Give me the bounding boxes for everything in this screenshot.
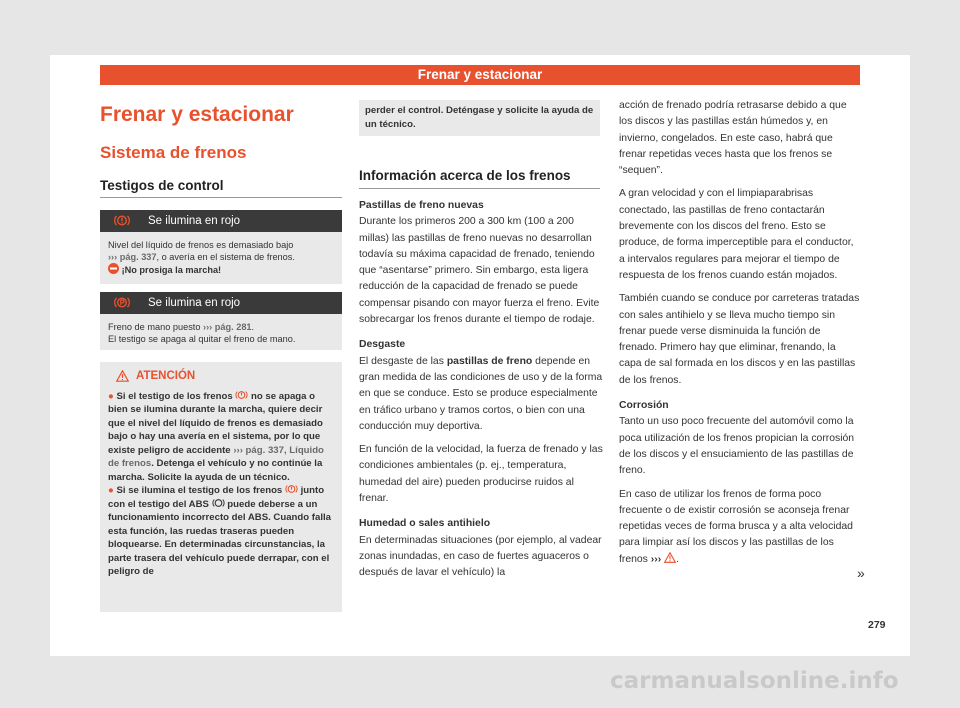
stop-icon [108, 263, 119, 274]
warning-title-text: ATENCIÓN [136, 370, 196, 382]
section-heading: Testigos de control [100, 178, 224, 193]
page-reference-link[interactable]: ››› pág. 337, Líquido de frenos [108, 444, 324, 469]
box-text: , o avería en el sistema de frenos. [156, 252, 295, 262]
paragraph-text: En caso de utilizar los frenos de forma poco frecuente o de existir corrosión se aconseja frenar repetidas veces de forma brusca y a alta velocidad para limpiar así los discos y las pastillas de los frenos [619, 488, 853, 565]
paragraph [359, 354, 603, 435]
subheading: Pastillas de freno nuevas [359, 200, 484, 211]
page-number: 279 [868, 619, 886, 631]
continue-icon: » [857, 565, 865, 581]
paragraph: En determinadas situaciones (por ejemplo, al vadear zonas inundadas, en caso de fuertes aguaceros o después de lavar el vehículo) la [359, 534, 602, 579]
ref-arrow[interactable]: ››› [650, 553, 662, 565]
abs-icon [212, 498, 225, 508]
parking-brake-icon [114, 296, 130, 309]
paragraph: Durante los primeros 200 a 300 km (100 a 200 millas) las pastillas de freno nuevas no desarrollan todavía su máxima capacidad de frenado, teniendo que “asentarse” primero. Sin embargo, esta ligera reducción de la capacidad de frenado se puede compensar pisando con mayor fuerza el freno. Evite sobrecargar los frenos durante el tiempo de rodaje. [359, 216, 600, 326]
bullet-icon: ● [108, 485, 114, 496]
divider [359, 188, 600, 189]
brake-warning-icon [285, 484, 298, 494]
parking-brake-box-body [100, 314, 342, 350]
subheading: Desgaste [359, 339, 406, 351]
warning-paragraph [108, 390, 334, 485]
paragraph: A gran velocidad y con el limpiaparabrisas conectado, las pastillas de freno contactarán brevemente con los discos del freno. Esto se produce, de forma imperceptible para el conductor, a intervalos regulares para mejorar el tiempo de respuesta de los frenos cuando están mojados. [619, 188, 854, 281]
paragraph: En función de la velocidad, la fuerza de frenado y las condiciones ambientales (p. ej., temperatura, humedad del aire) pueden producirse ruidos al frenar. [359, 444, 603, 505]
warning-box [100, 362, 342, 612]
warning-text: puede deberse a un funcionamiento incorrecto del ABS. Cuando falla esta función, las ruedas traseras pueden bloquearse. En determinadas circunstancias, la parte trasera del vehículo puede derrapar, con el peligro de [108, 498, 331, 577]
ref-arrow: ››› [203, 322, 213, 332]
warning-text: Si se ilumina el testigo de los frenos [116, 485, 283, 496]
box-text: Freno de mano puesto [108, 322, 201, 332]
warning-triangle-icon [664, 552, 676, 563]
paragraph: Tanto un uso poco frecuente del automóvil como la poca utilización de los frenos propician la corrosión de los discos y el ensuciamiento de las pastillas de freno. [619, 416, 855, 477]
right-column-text [619, 98, 860, 575]
bullet-icon: ● [108, 390, 114, 402]
paragraph-text: El desgaste de las [359, 355, 444, 367]
box-text: El testigo se apaga al quitar el freno de mano. [108, 334, 296, 344]
middle-column-text [359, 198, 603, 589]
warning-continuation: perder el control. Deténgase y solicite la ayuda de un técnico. [359, 100, 600, 136]
box-text: . [251, 322, 255, 332]
warning-paragraph [108, 484, 334, 579]
page-header: Frenar y estacionar [100, 65, 860, 85]
paragraph: También cuando se conduce por carreteras tratadas con sales antihielo y se lleva mucho tiempo sin frenar puede verse disminuida la función de frenado. Primero hay que eliminar, frenando, la capa de sal formada en los discos y en las pastillas de los frenos. [619, 293, 860, 386]
warning-text: Si el testigo de los frenos [116, 390, 233, 402]
box-header-label: Se ilumina en rojo [148, 215, 241, 227]
divider [100, 197, 342, 198]
page-reference-link[interactable]: pág. 337 [119, 252, 157, 262]
paragraph: acción de frenado podría retrasarse debido a que los discos y las pastillas están húmedos y, en invierno, congelados. En este caso, habrá que frenar repetidas veces hasta que los frenos se “sequen”. [619, 100, 847, 177]
stop-text: ¡No prosiga la marcha! [121, 265, 222, 275]
warning-triangle-icon [116, 370, 129, 382]
box-header-label: Se ilumina en rojo [148, 297, 241, 309]
warning-text: junto con el testigo del ABS [108, 485, 325, 510]
box-text: Nivel del líquido de frenos es demasiado bajo [108, 240, 294, 250]
section-heading: Información acerca de los frenos [359, 168, 571, 183]
paragraph [619, 487, 860, 568]
warning-title [108, 370, 334, 384]
warning-text: . Detenga el vehículo y no continúe la marcha. Solicite la ayuda de un técnico. [108, 458, 323, 483]
warning-light-box-header [100, 210, 342, 232]
bold-term: pastillas de freno [446, 355, 533, 367]
watermark: carmanualsonline.info [610, 668, 899, 694]
page-subtitle: Sistema de frenos [100, 143, 247, 162]
paragraph-text: . [676, 553, 679, 565]
brake-warning-icon [114, 214, 130, 227]
ref-arrow: ››› [108, 252, 118, 262]
warning-light-box-body [100, 232, 342, 284]
subheading: Corrosión [619, 400, 669, 412]
brake-warning-icon [235, 390, 248, 400]
paragraph-text: depende en gran medida de las condiciones de uso y de la forma en que se conduce. Esto se produce especialmente en tráfico urbano y tramos cortos, o bien con una conducción muy deportiva. [359, 355, 603, 432]
page-title: Frenar y estacionar [100, 103, 294, 126]
subheading: Humedad o sales antihielo [359, 518, 491, 530]
parking-brake-box-header [100, 292, 342, 314]
warning-text: no se apaga o bien se ilumina durante la marcha, quiere decir que el nivel del líquido de frenos es demasiado bajo o hay una avería en el sistema, por lo que existe peligro de accidente [108, 390, 323, 456]
page-reference-link[interactable]: pág. 281 [214, 322, 252, 332]
